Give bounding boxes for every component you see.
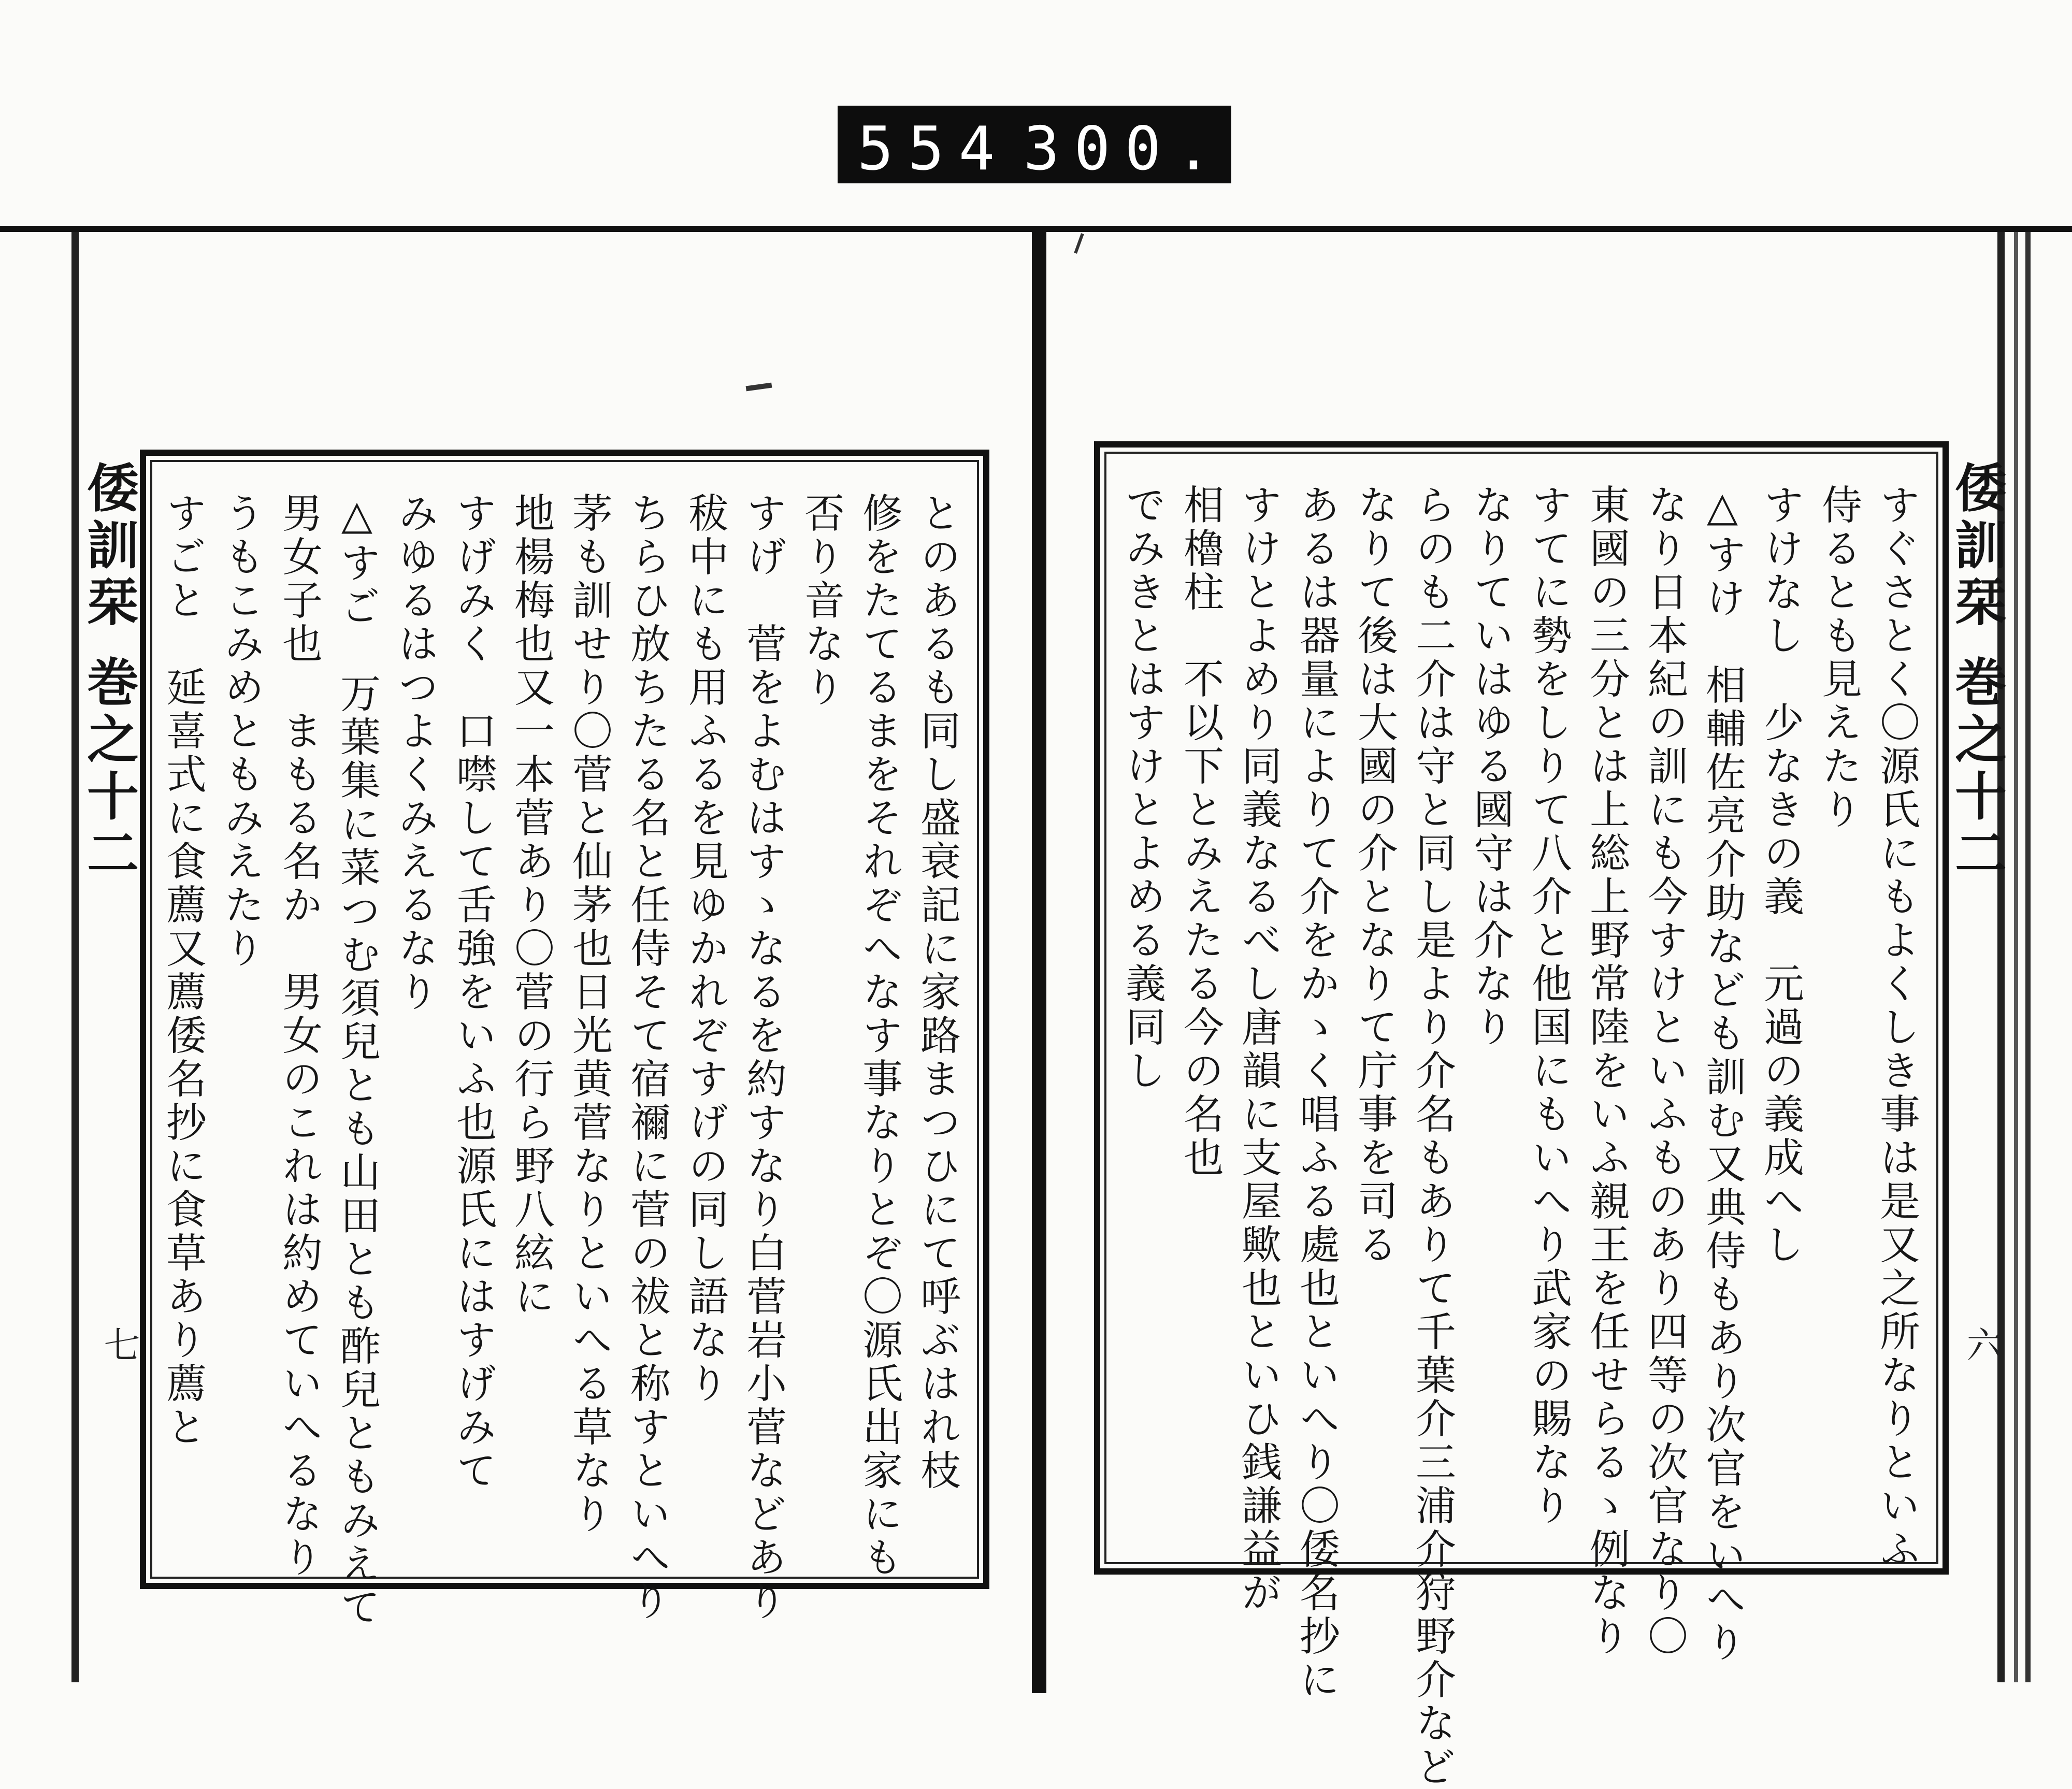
right-text-line: すけなし 少なきの義 元過の義成へし	[1757, 484, 1804, 1267]
right-text-line: あるは器量によりて介をかゝく唱ふる處也といへり〇倭名抄に	[1293, 484, 1340, 1702]
left-text-line: 否り音なり	[798, 492, 844, 710]
catalog-number-right: 300.	[1023, 114, 1226, 184]
left-page-frame	[140, 450, 989, 1629]
right-text-line: らのも二介は守と同し是より介名もありて千葉介三浦介狩野介など	[1409, 484, 1456, 1789]
right-text-line: なり日本紀の訓にも今すけといふものあり四等の次官なり〇	[1641, 484, 1688, 1658]
left-text-line: 男女子也 まもる名か 男女のこれは約めていへるなり	[276, 492, 322, 1580]
scan-mark	[746, 383, 772, 392]
right-text-line: なりて後は大國の介となりて庁事を司る	[1351, 484, 1398, 1267]
right-page-edge-1	[1997, 232, 2005, 1682]
left-side-title-tab	[78, 445, 140, 1668]
right-side-title: 倭訓栞 巻之十二	[1946, 461, 2007, 883]
center-spine-line	[1032, 226, 1046, 1693]
right-page-edge-2	[2014, 232, 2018, 1682]
right-text-line: すけとよめり同義なるべし唐韻に支屋歟也といひ銭謙益が	[1235, 484, 1282, 1615]
right-page-edge-3	[2025, 232, 2031, 1682]
right-text-line: 相櫓柱 不以下とみえたる今の名也	[1177, 484, 1224, 1180]
left-text-line: うもこみめともみえたり	[218, 492, 264, 971]
left-text-line: すごと 延喜式に食薦又薦倭名抄に食草あり薦と	[160, 492, 206, 1449]
left-text-line: 茅も訓せり〇菅と仙茅也日光黄菅なりといへる草なり	[566, 492, 612, 1536]
right-text-line: 侍るとも見えたり	[1815, 484, 1862, 832]
right-page-frame	[1094, 441, 1949, 1789]
right-text-line: なりていはゆる國守は介なり	[1467, 484, 1514, 1049]
left-text-line: みゆるはつよくみえるなり	[392, 492, 438, 1014]
right-text-line: 東國の三分とは上総上野常陸をいふ親王を任せらるゝ例なり	[1583, 484, 1630, 1658]
right-folio-number: 六	[1961, 1326, 2003, 1362]
catalog-number-label	[838, 106, 1231, 183]
left-text-line: 秡中にも用ふるを見ゆかれぞすげの同し語なり	[682, 492, 728, 1406]
left-side-title: 倭訓栞 巻之十二	[78, 461, 139, 883]
left-text-line: ちらひ放ちたる名と任侍そて宿禰に菅の祓と称すといへり	[624, 492, 670, 1623]
left-text-line: すげ 菅をよむはすゝなるを約すなり白菅岩小菅などあり	[740, 492, 786, 1623]
right-text-line: △すけ 相輔佐亮介助なども訓む又典侍もあり次官をいへり	[1699, 484, 1746, 1665]
right-text-line: すぐさとく〇源氏にもよくしき事は是又之所なりといふ	[1873, 484, 1920, 1571]
left-text-line: 地楊梅也又一本菅あり〇菅の行ら野八絃に	[508, 492, 554, 1319]
left-text-line: すげみく 口噤して舌強をいふ也源氏にはすげみて	[450, 492, 496, 1493]
left-page-text-block	[160, 471, 968, 1629]
right-side-title-tab	[1946, 445, 2007, 1668]
right-text-line: すてに勢をしりて八介と他国にもいへり武家の賜なり	[1525, 484, 1572, 1528]
right-text-line: でみきとはすけとよめる義同し	[1119, 484, 1166, 1093]
left-folio-number: 七	[98, 1326, 140, 1362]
left-text-line: △すご 万葉集に菜つむ須兒とも山田とも酢兒ともみえて	[334, 492, 380, 1629]
left-text-line: 修をたてるまをそれぞへなす事なりとぞ〇源氏出家にも	[856, 492, 902, 1580]
scan-mark	[1074, 233, 1084, 254]
right-page-text-block	[1116, 463, 1927, 1789]
left-text-line: とのあるも同し盛衰記に家路まつひにて呼ぶはれ枝	[914, 492, 960, 1493]
catalog-number-left: 554	[857, 114, 1010, 184]
